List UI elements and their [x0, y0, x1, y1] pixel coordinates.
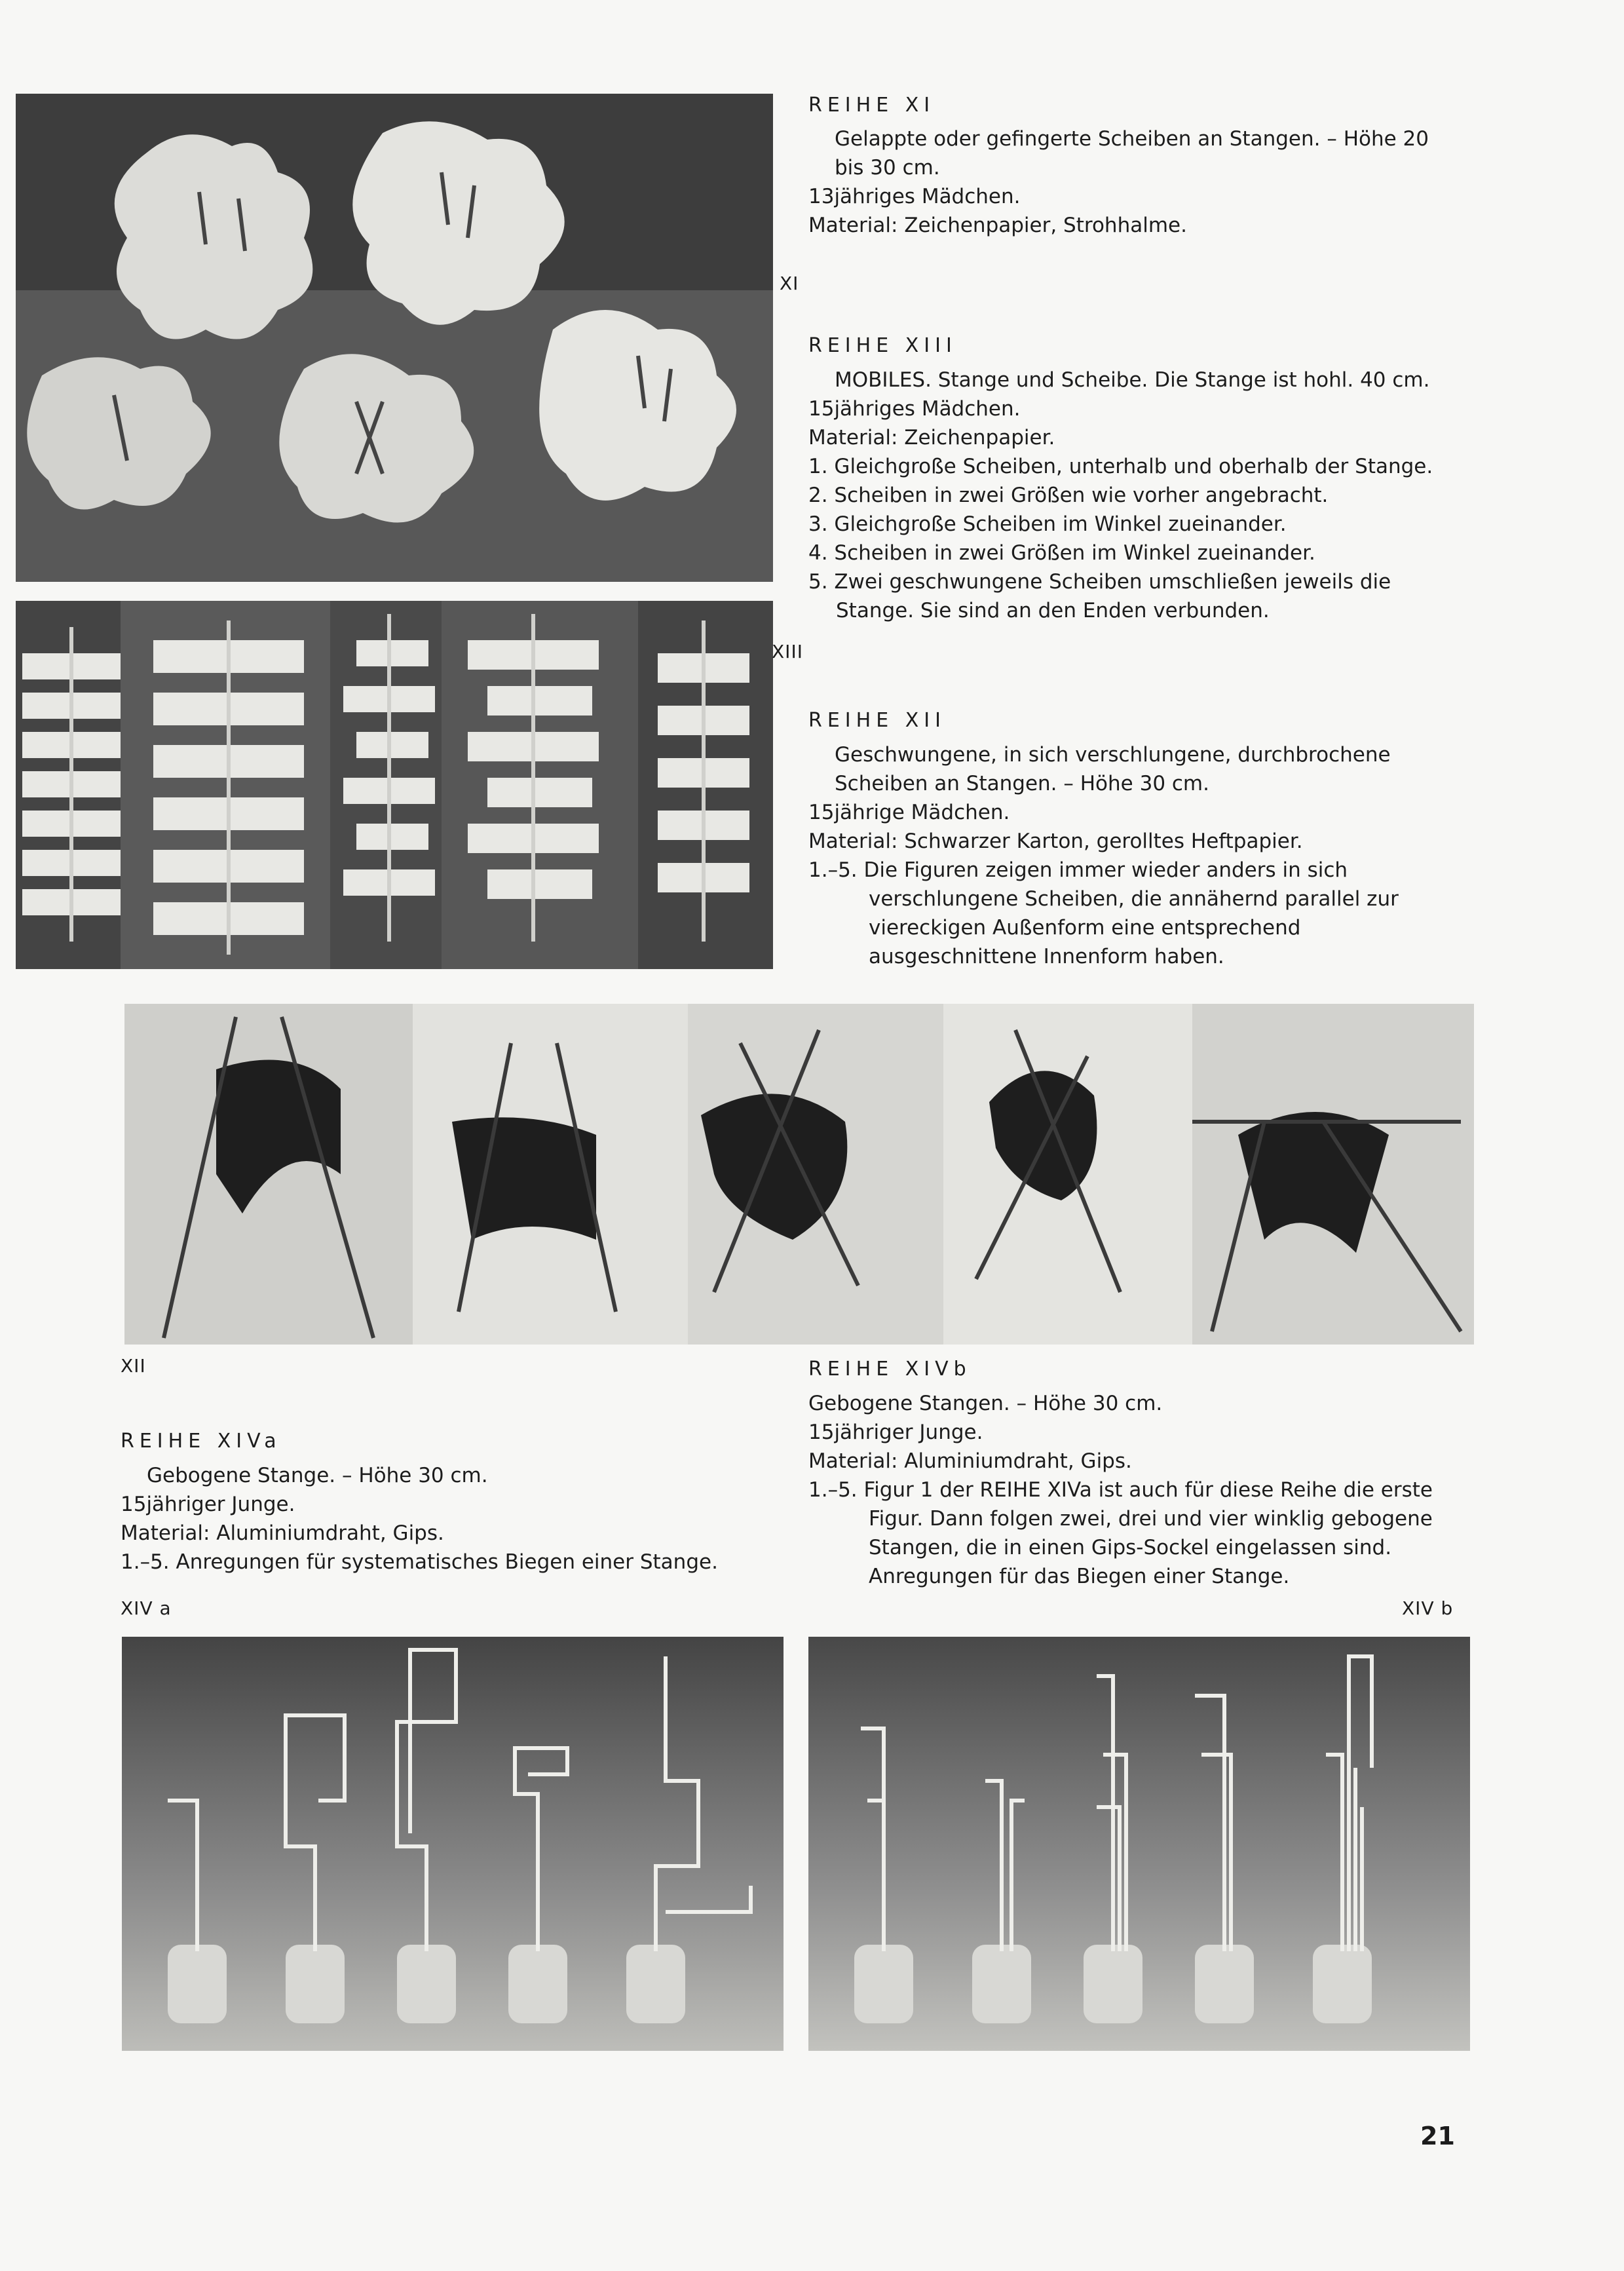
reihe-xiva-line2: 15jähriger Junge. — [121, 1493, 295, 1516]
reihe-xii-line2: 15jährige Mädchen. — [808, 801, 1010, 824]
reihe-xivb-line4: 1.–5. Figur 1 der REIHE XIVa ist auch für diese Reihe die erste Figur. Dann folgen zwei, drei und vier winklig gebogene Stangen, die in einen Gips-Sockel eingelassen sind. Anregungen für das Biegen einer Stange. — [808, 1478, 1433, 1588]
figure-label-xiii: XIII — [772, 641, 803, 662]
figure-label-xii: XII — [121, 1355, 146, 1377]
reihe-xiii-title: REIHE XIII — [808, 334, 957, 357]
reihe-xi-title: REIHE XI — [808, 94, 935, 117]
reihe-xiva-line3: Material: Aluminiumdraht, Gips. — [121, 1521, 444, 1545]
reihe-xi-line3: Material: Zeichenpapier, Strohhalme. — [808, 214, 1187, 237]
reihe-xi-line2: 13jähriges Mädchen. — [808, 185, 1021, 208]
reihe-xiii-item3: 3. Gleichgroße Scheiben im Winkel zueinander. — [808, 512, 1287, 536]
reihe-xii-text — [808, 740, 1470, 971]
reihe-xivb-title: REIHE XIVb — [808, 1358, 972, 1381]
reihe-xii-line4: 1.–5. Die Figuren zeigen immer wieder anders in sich verschlungene Scheiben, die annähernd parallel zur viereckigen Außenform eine entsprechend ausgeschnittene Innenform haben. — [808, 858, 1399, 968]
photo-reihe-xiii — [16, 601, 773, 969]
photo-reihe-xivb — [808, 1637, 1470, 2051]
reihe-xivb-line3: Material: Aluminiumdraht, Gips. — [808, 1449, 1132, 1473]
reihe-xii-title: REIHE XII — [808, 709, 946, 732]
photo-reihe-xi — [16, 94, 773, 582]
reihe-xiii-item5: 5. Zwei geschwungene Scheiben umschließen jeweils die Stange. Sie sind an den Enden verbunden. — [808, 570, 1391, 622]
figure-label-xi: XI — [780, 273, 799, 294]
reihe-xiva-title: REIHE XIVa — [121, 1430, 282, 1453]
reihe-xiii-item4: 4. Scheiben in zwei Größen im Winkel zueinander. — [808, 541, 1315, 565]
reihe-xii-line3: Material: Schwarzer Karton, gerolltes Heftpapier. — [808, 830, 1303, 853]
reihe-xiva-line1: Gebogene Stange. – Höhe 30 cm. — [147, 1464, 488, 1487]
reihe-xivb-line2: 15jähriger Junge. — [808, 1421, 983, 1444]
figure-label-xivb: XIV b — [1402, 1597, 1454, 1619]
reihe-xiva-line4: 1.–5. Anregungen für systematisches Biegen einer Stange. — [121, 1550, 718, 1574]
reihe-xiii-line1: MOBILES. Stange und Scheibe. Die Stange ist hohl. 40 cm. — [835, 368, 1430, 392]
reihe-xiii-text — [808, 366, 1470, 625]
reihe-xi-text — [808, 124, 1463, 240]
page-number: 21 — [1420, 2122, 1455, 2150]
reihe-xiva-text — [121, 1461, 776, 1576]
reihe-xivb-line1: Gebogene Stangen. – Höhe 30 cm. — [808, 1392, 1163, 1415]
reihe-xi-line1: Gelappte oder gefingerte Scheiben an Stangen. – Höhe 20 bis 30 cm. — [835, 127, 1429, 180]
reihe-xiii-line3: Material: Zeichenpapier. — [808, 426, 1055, 449]
reihe-xiii-item2: 2. Scheiben in zwei Größen wie vorher angebracht. — [808, 484, 1329, 507]
figure-label-xiva: XIV a — [121, 1597, 172, 1619]
reihe-xivb-text — [808, 1389, 1470, 1591]
reihe-xiii-item1: 1. Gleichgroße Scheiben, unterhalb und oberhalb der Stange. — [808, 455, 1433, 478]
photo-reihe-xii — [124, 1004, 1474, 1345]
reihe-xii-line1: Geschwungene, in sich verschlungene, durchbrochene Scheiben an Stangen. – Höhe 30 cm. — [835, 743, 1391, 795]
reihe-xiii-line2: 15jähriges Mädchen. — [808, 397, 1021, 421]
photo-reihe-xiva — [122, 1637, 784, 2051]
